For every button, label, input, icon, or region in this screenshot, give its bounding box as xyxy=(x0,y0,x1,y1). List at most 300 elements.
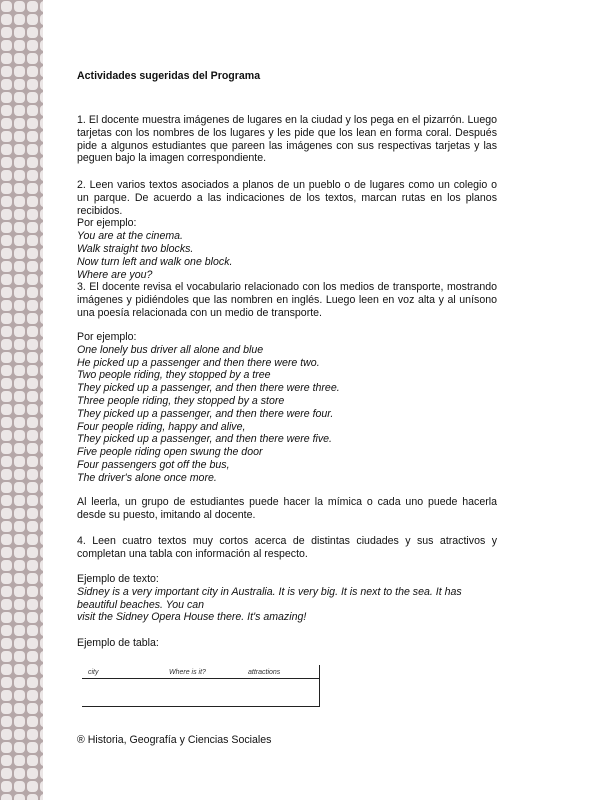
strip-dot xyxy=(40,742,43,753)
strip-dot xyxy=(1,14,12,25)
strip-dot xyxy=(14,703,25,714)
strip-dot xyxy=(14,430,25,441)
strip-dot xyxy=(40,768,43,779)
strip-dot xyxy=(40,365,43,376)
strip-row xyxy=(0,1,43,14)
strip-dot xyxy=(40,196,43,207)
strip-row xyxy=(0,222,43,235)
strip-dot xyxy=(1,508,12,519)
strip-dot xyxy=(14,547,25,558)
activity-3-text: 3. El docente revisa el vocabulario relacionado con los medios de transporte, mostrando imágenes y pidiéndoles que las nombren en inglés. Luego leen en voz alta y al unísono una poesía relacionada con un medio de transporte. xyxy=(77,281,497,319)
table-header-where: Where is it? xyxy=(169,669,206,676)
table-header-city: city xyxy=(88,669,99,676)
strip-row xyxy=(0,235,43,248)
strip-row xyxy=(0,339,43,352)
activity-3-example xyxy=(77,331,497,485)
strip-dot xyxy=(27,638,38,649)
strip-row xyxy=(0,14,43,27)
strip-dot xyxy=(14,781,25,792)
strip-dot xyxy=(27,118,38,129)
strip-dot xyxy=(14,443,25,454)
strip-row xyxy=(0,118,43,131)
activity-3-example-label: Por ejemplo: xyxy=(77,331,137,343)
strip-dot xyxy=(27,586,38,597)
strip-dot xyxy=(1,417,12,428)
strip-dot xyxy=(27,144,38,155)
strip-dot xyxy=(14,144,25,155)
strip-dot xyxy=(40,703,43,714)
strip-dot xyxy=(14,40,25,51)
strip-dot xyxy=(40,170,43,181)
strip-dot xyxy=(14,742,25,753)
strip-row xyxy=(0,599,43,612)
strip-dot xyxy=(14,79,25,90)
strip-dot xyxy=(27,495,38,506)
strip-dot xyxy=(1,573,12,584)
strip-row xyxy=(0,625,43,638)
strip-dot xyxy=(40,443,43,454)
strip-row xyxy=(0,261,43,274)
strip-dot xyxy=(14,755,25,766)
strip-dot xyxy=(27,794,38,800)
strip-dot xyxy=(14,768,25,779)
strip-dot xyxy=(40,287,43,298)
strip-dot xyxy=(40,326,43,337)
strip-dot xyxy=(1,443,12,454)
strip-dot xyxy=(1,560,12,571)
strip-dot xyxy=(27,40,38,51)
strip-dot xyxy=(1,378,12,389)
strip-dot xyxy=(14,625,25,636)
strip-dot xyxy=(14,560,25,571)
strip-dot xyxy=(14,209,25,220)
strip-row xyxy=(0,404,43,417)
example-line: Walk straight two blocks. xyxy=(77,242,194,255)
strip-dot xyxy=(14,287,25,298)
poem-line: They picked up a passenger, and then there were four. xyxy=(77,407,334,420)
strip-dot xyxy=(27,443,38,454)
strip-row xyxy=(0,196,43,209)
strip-dot xyxy=(40,573,43,584)
strip-dot xyxy=(14,469,25,480)
strip-dot xyxy=(40,222,43,233)
strip-row xyxy=(0,456,43,469)
strip-dot xyxy=(40,300,43,311)
strip-dot xyxy=(1,248,12,259)
strip-row xyxy=(0,521,43,534)
strip-dot xyxy=(27,66,38,77)
example-text-line: visit the Sidney Opera House there. It's amazing! xyxy=(77,611,307,624)
strip-dot xyxy=(14,508,25,519)
strip-dot xyxy=(1,222,12,233)
strip-dot xyxy=(1,209,12,220)
strip-row xyxy=(0,794,43,800)
strip-dot xyxy=(14,248,25,259)
strip-dot xyxy=(14,326,25,337)
strip-dot xyxy=(40,183,43,194)
strip-dot xyxy=(14,352,25,363)
strip-dot xyxy=(14,456,25,467)
strip-dot xyxy=(27,79,38,90)
strip-dot xyxy=(27,469,38,480)
strip-dot xyxy=(14,118,25,129)
strip-dot xyxy=(40,79,43,90)
strip-dot xyxy=(27,274,38,285)
strip-dot xyxy=(1,404,12,415)
strip-row xyxy=(0,92,43,105)
strip-dot xyxy=(14,521,25,532)
example-line: You are at the cinema. xyxy=(77,230,184,243)
strip-row xyxy=(0,560,43,573)
strip-row xyxy=(0,157,43,170)
strip-dot xyxy=(1,66,12,77)
strip-dot xyxy=(14,14,25,25)
strip-dot xyxy=(14,27,25,38)
strip-dot xyxy=(1,534,12,545)
strip-dot xyxy=(27,651,38,662)
strip-dot xyxy=(1,131,12,142)
strip-dot xyxy=(14,170,25,181)
strip-row xyxy=(0,755,43,768)
strip-row xyxy=(0,768,43,781)
strip-dot xyxy=(27,183,38,194)
strip-dot xyxy=(27,209,38,220)
poem-line: They picked up a passenger, and then there were three. xyxy=(77,382,340,395)
strip-dot xyxy=(14,651,25,662)
strip-dot xyxy=(40,469,43,480)
activity-1-text: 1. El docente muestra imágenes de lugares en la ciudad y los pega en el pizarrón. Luego tarjetas con los nombres de los lugares y les pide que los lean en forma coral. Después pide a algunos estudiantes que pareen las imágenes con sus respectivas tarjetas y las peguen bajo la imagen correspondiente. xyxy=(77,114,497,165)
strip-dot xyxy=(27,703,38,714)
strip-dot xyxy=(40,716,43,727)
strip-row xyxy=(0,729,43,742)
strip-dot xyxy=(14,66,25,77)
strip-dot xyxy=(40,404,43,415)
strip-row xyxy=(0,378,43,391)
strip-row xyxy=(0,586,43,599)
strip-dot xyxy=(14,677,25,688)
strip-dot xyxy=(27,768,38,779)
strip-dot xyxy=(1,365,12,376)
strip-dot xyxy=(27,235,38,246)
strip-dot xyxy=(27,456,38,467)
strip-row xyxy=(0,144,43,157)
strip-dot xyxy=(27,1,38,12)
strip-dot xyxy=(14,417,25,428)
strip-dot xyxy=(40,27,43,38)
strip-dot xyxy=(40,417,43,428)
strip-dot xyxy=(40,248,43,259)
strip-dot xyxy=(14,274,25,285)
strip-dot xyxy=(1,690,12,701)
strip-dot xyxy=(1,755,12,766)
strip-dot xyxy=(40,729,43,740)
strip-dot xyxy=(40,521,43,532)
poem-line: Four passengers got off the bus, xyxy=(77,458,230,471)
strip-dot xyxy=(40,313,43,324)
strip-dot xyxy=(27,664,38,675)
strip-dot xyxy=(14,716,25,727)
strip-dot xyxy=(1,430,12,441)
activity-3-after-text: Al leerla, un grupo de estudiantes puede hacer la mímica o cada uno puede hacerla desde su puesto, imitando al docente. xyxy=(77,496,497,521)
strip-dot xyxy=(27,170,38,181)
strip-dot xyxy=(27,222,38,233)
strip-dot xyxy=(14,664,25,675)
poem-line: One lonely bus driver all alone and blue xyxy=(77,343,264,356)
strip-dot xyxy=(14,1,25,12)
strip-row xyxy=(0,170,43,183)
strip-row xyxy=(0,391,43,404)
strip-dot xyxy=(14,638,25,649)
example-table xyxy=(82,665,320,705)
activity-2 xyxy=(77,179,497,281)
strip-dot xyxy=(14,573,25,584)
footer-text: ® Historia, Geografía y Ciencias Sociales xyxy=(77,733,272,746)
strip-dot xyxy=(14,599,25,610)
strip-dot xyxy=(14,92,25,103)
example-line: Now turn left and walk one block. xyxy=(77,255,233,268)
strip-dot xyxy=(1,118,12,129)
strip-dot xyxy=(1,625,12,636)
strip-dot xyxy=(1,183,12,194)
strip-row xyxy=(0,482,43,495)
strip-dot xyxy=(40,664,43,675)
strip-dot xyxy=(27,430,38,441)
strip-dot xyxy=(27,417,38,428)
activity-2-example-label: Por ejemplo: xyxy=(77,217,137,230)
strip-dot xyxy=(27,547,38,558)
strip-dot xyxy=(1,768,12,779)
strip-dot xyxy=(40,599,43,610)
strip-dot xyxy=(27,599,38,610)
strip-dot xyxy=(14,339,25,350)
strip-dot xyxy=(14,105,25,116)
strip-row xyxy=(0,417,43,430)
strip-dot xyxy=(1,105,12,116)
page-title: Actividades sugeridas del Programa xyxy=(77,70,261,82)
activity-4 xyxy=(77,535,497,561)
poem-line: Four people riding, happy and alive, xyxy=(77,420,246,433)
strip-dot xyxy=(27,92,38,103)
strip-dot xyxy=(40,430,43,441)
strip-dot xyxy=(27,14,38,25)
poem-line: Three people riding, they stopped by a store xyxy=(77,394,285,407)
strip-dot xyxy=(14,131,25,142)
strip-dot xyxy=(1,79,12,90)
strip-row xyxy=(0,287,43,300)
strip-row xyxy=(0,183,43,196)
strip-row xyxy=(0,79,43,92)
strip-dot xyxy=(40,534,43,545)
strip-dot xyxy=(14,53,25,64)
strip-dot xyxy=(1,170,12,181)
strip-dot xyxy=(14,482,25,493)
example-table-label: Ejemplo de tabla: xyxy=(77,637,159,649)
activity-4-example-text xyxy=(77,573,497,624)
strip-dot xyxy=(27,729,38,740)
strip-dot xyxy=(1,651,12,662)
strip-row xyxy=(0,443,43,456)
strip-dot xyxy=(40,560,43,571)
strip-dot xyxy=(40,755,43,766)
activity-4-text: 4. Leen cuatro textos muy cortos acerca de distintas ciudades y sus atractivos y completan una tabla con información al respecto. xyxy=(77,535,497,560)
strip-dot xyxy=(27,53,38,64)
strip-dot xyxy=(14,404,25,415)
strip-dot xyxy=(1,157,12,168)
strip-dot xyxy=(27,131,38,142)
strip-dot xyxy=(1,547,12,558)
strip-dot xyxy=(1,326,12,337)
strip-dot xyxy=(1,53,12,64)
strip-dot xyxy=(1,40,12,51)
strip-dot xyxy=(27,612,38,623)
strip-dot xyxy=(1,742,12,753)
strip-dot xyxy=(40,794,43,800)
strip-row xyxy=(0,209,43,222)
strip-row xyxy=(0,40,43,53)
strip-dot xyxy=(1,703,12,714)
strip-dot xyxy=(27,391,38,402)
strip-dot xyxy=(1,352,12,363)
strip-dot xyxy=(40,40,43,51)
strip-row xyxy=(0,495,43,508)
strip-dot xyxy=(14,495,25,506)
strip-dot xyxy=(1,794,12,800)
strip-row xyxy=(0,612,43,625)
strip-dot xyxy=(27,404,38,415)
activity-4-example-table-label xyxy=(77,637,497,650)
table-rule xyxy=(82,678,320,679)
strip-dot xyxy=(1,469,12,480)
strip-dot xyxy=(14,794,25,800)
strip-dot xyxy=(40,92,43,103)
strip-row xyxy=(0,742,43,755)
strip-dot xyxy=(40,781,43,792)
strip-dot xyxy=(1,313,12,324)
strip-dot xyxy=(1,456,12,467)
strip-dot xyxy=(40,612,43,623)
strip-dot xyxy=(40,209,43,220)
strip-row xyxy=(0,781,43,794)
strip-dot xyxy=(40,1,43,12)
strip-dot xyxy=(40,339,43,350)
strip-dot xyxy=(1,27,12,38)
strip-row xyxy=(0,638,43,651)
strip-dot xyxy=(40,456,43,467)
strip-dot xyxy=(14,365,25,376)
strip-dot xyxy=(40,274,43,285)
strip-dot xyxy=(40,105,43,116)
strip-row xyxy=(0,508,43,521)
activity-1 xyxy=(77,114,497,165)
strip-dot xyxy=(40,391,43,402)
strip-dot xyxy=(40,261,43,272)
strip-dot xyxy=(14,729,25,740)
strip-row xyxy=(0,300,43,313)
strip-row xyxy=(0,664,43,677)
strip-row xyxy=(0,313,43,326)
strip-dot xyxy=(40,118,43,129)
strip-dot xyxy=(14,534,25,545)
strip-dot xyxy=(1,729,12,740)
strip-row xyxy=(0,677,43,690)
strip-dot xyxy=(40,651,43,662)
strip-dot xyxy=(27,352,38,363)
strip-dot xyxy=(27,482,38,493)
example-text-line: Sidney is a very important city in Australia. It is very big. It is next to the sea. It has beautiful beaches. You can xyxy=(77,585,462,611)
strip-dot xyxy=(1,612,12,623)
activity-2-text: 2. Leen varios textos asociados a planos de un pueblo o de lugares como un colegio o un parque. De acuerdo a las indicaciones de los textos, marcan rutas en los planos recibidos. xyxy=(77,179,497,217)
strip-dot xyxy=(27,781,38,792)
strip-row xyxy=(0,131,43,144)
strip-dot xyxy=(1,144,12,155)
poem-line: They picked up a passenger, and then there were five. xyxy=(77,433,332,446)
strip-dot xyxy=(14,378,25,389)
strip-dot xyxy=(40,378,43,389)
strip-dot xyxy=(1,196,12,207)
strip-dot xyxy=(1,274,12,285)
strip-dot xyxy=(27,560,38,571)
table-rule xyxy=(82,706,320,707)
strip-dot xyxy=(27,248,38,259)
strip-dot xyxy=(27,326,38,337)
strip-dot xyxy=(27,677,38,688)
strip-row xyxy=(0,430,43,443)
strip-dot xyxy=(14,261,25,272)
strip-dot xyxy=(14,235,25,246)
strip-row xyxy=(0,326,43,339)
strip-row xyxy=(0,703,43,716)
strip-row xyxy=(0,27,43,40)
strip-dot xyxy=(14,313,25,324)
strip-row xyxy=(0,274,43,287)
poem-line: He picked up a passenger and then there were two. xyxy=(77,356,320,369)
strip-dot xyxy=(40,638,43,649)
strip-dot xyxy=(14,586,25,597)
strip-dot xyxy=(27,196,38,207)
strip-dot xyxy=(1,599,12,610)
strip-dot xyxy=(27,378,38,389)
strip-dot xyxy=(14,391,25,402)
strip-row xyxy=(0,690,43,703)
strip-dot xyxy=(40,144,43,155)
activity-3 xyxy=(77,281,497,319)
strip-dot xyxy=(40,677,43,688)
strip-dot xyxy=(14,300,25,311)
strip-dot xyxy=(1,781,12,792)
strip-row xyxy=(0,352,43,365)
strip-row xyxy=(0,66,43,79)
strip-dot xyxy=(40,53,43,64)
strip-dot xyxy=(14,183,25,194)
strip-dot xyxy=(27,339,38,350)
strip-dot xyxy=(1,521,12,532)
strip-dot xyxy=(40,547,43,558)
poem-line: The driver's alone once more. xyxy=(77,471,217,484)
strip-dot xyxy=(40,495,43,506)
strip-row xyxy=(0,573,43,586)
strip-dot xyxy=(1,586,12,597)
strip-dot xyxy=(40,14,43,25)
strip-dot xyxy=(14,612,25,623)
strip-dot xyxy=(27,742,38,753)
table-rule xyxy=(319,665,320,707)
strip-dot xyxy=(27,300,38,311)
strip-dot xyxy=(40,131,43,142)
strip-dot xyxy=(27,573,38,584)
strip-dot xyxy=(27,716,38,727)
strip-dot xyxy=(1,495,12,506)
strip-dot xyxy=(40,508,43,519)
